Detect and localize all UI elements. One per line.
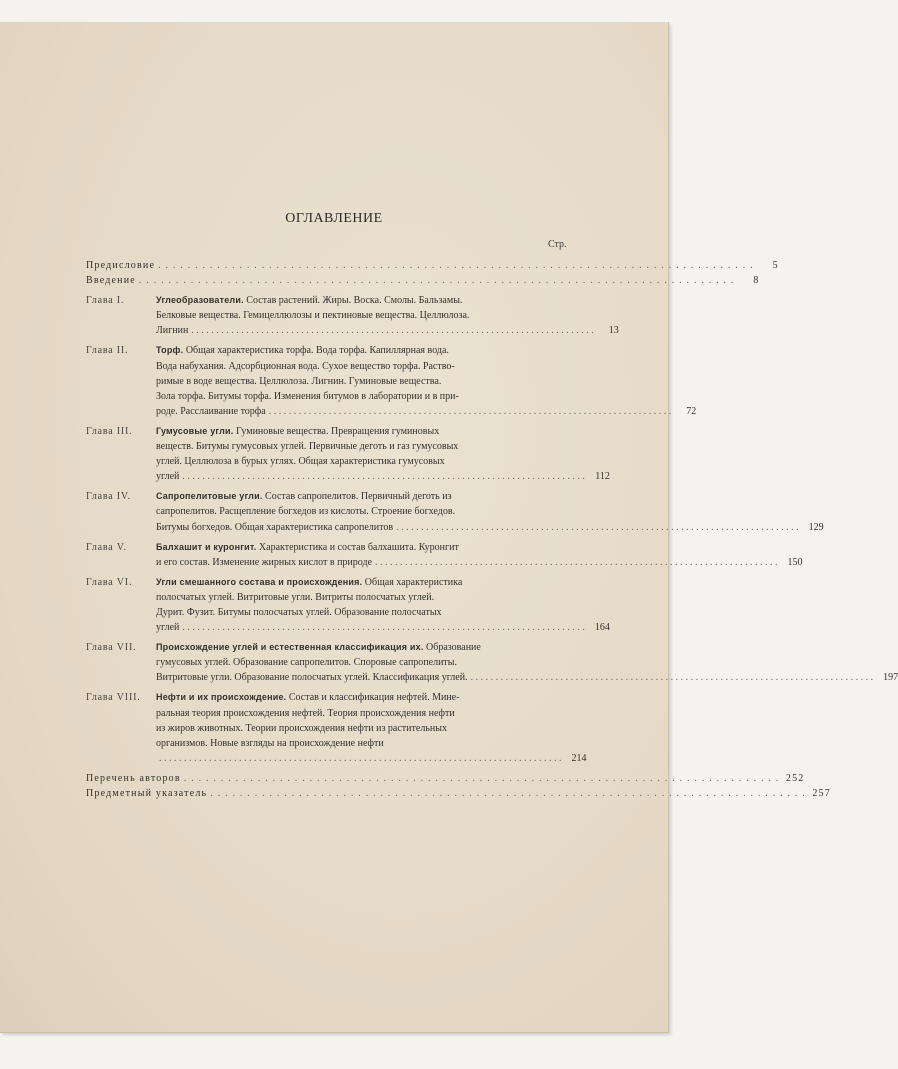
dot-leader (184, 771, 780, 786)
chapter-number: Глава I. (86, 295, 125, 307)
chapter-title: Гумусовые угли. (156, 425, 234, 436)
toc-entry (86, 273, 760, 288)
dot-leader (396, 520, 799, 535)
toc-page-number: 214 (571, 752, 587, 764)
toc-chapter-row (86, 540, 803, 570)
chapter-text-line: Гумусовые угли. Гуминовые вещества. Превращения гуминовых (156, 425, 440, 437)
toc-page-number: 8 (753, 275, 760, 287)
toc-entry (156, 670, 898, 685)
chapter-text-line: Нефти и их происхождение. Состав и классификация нефтей. Мине- (156, 692, 460, 704)
chapter-text-line: Балхашит и куронгит. Характеристика и состав балхашита. Куронгит (156, 541, 459, 553)
chapter-number: Глава IV. (86, 491, 131, 503)
toc-page-number: 112 (595, 471, 610, 483)
chapter-body (156, 293, 619, 338)
toc-entry-label: Введение (86, 275, 136, 287)
chapter-text-line: Вода набухания. Адсорбционная вода. Сухое вещество торфа. Раство- (156, 360, 455, 372)
toc-heading: ОГЛАВЛЕНИЕ (285, 211, 383, 226)
toc-entry-label: углей (156, 471, 180, 483)
chapter-body (156, 640, 898, 685)
chapter-text-line: организмов. Новые взгляды на происхождение нефти (156, 737, 384, 749)
toc-entry-label: Предисловие (86, 260, 156, 271)
table-of-contents (86, 258, 898, 801)
toc-page-number: 13 (608, 325, 619, 337)
toc-chapter-row (86, 575, 610, 635)
chapter-text-line: из жиров животных. Теории происхождения нефти из растительных (156, 722, 447, 734)
dot-leader (159, 751, 562, 766)
dot-leader (158, 258, 754, 273)
chapter-number: Глава VI. (86, 576, 133, 588)
chapter-number: Глава III. (86, 425, 133, 437)
chapter-text-line: Углеобразователи. Состав растений. Жиры. Воска. Смолы. Бальзамы. (156, 295, 463, 307)
chapter-title: Торф. (156, 345, 184, 356)
toc-page-number: 252 (785, 772, 805, 784)
toc-entry (156, 620, 610, 635)
chapter-text-line: полосчатых углей. Витритовые угли. Витриты полосчатых углей. (156, 591, 435, 603)
toc-entry-label: углей (156, 622, 180, 634)
chapter-text-line: Угли смешанного состава и происхождения. Общая характеристика (156, 576, 463, 588)
toc-chapter-row (86, 489, 824, 534)
dot-leader (210, 786, 806, 801)
toc-chapter-row (86, 690, 587, 765)
toc-entry-label: Лигнин (156, 325, 189, 337)
chapter-title: Балхашит и куронгит. (156, 541, 257, 552)
toc-page-number: 150 (787, 556, 803, 568)
toc-page-number: 129 (808, 521, 824, 533)
toc-entry (86, 786, 832, 801)
chapter-title: Происхождение углей и естественная классификация их. (156, 642, 424, 653)
chapter-body (156, 575, 610, 635)
chapter-text-line: Дурит. Фузит. Битумы полосчатых углей. Образование полосчатых (156, 606, 442, 618)
dot-leader (471, 670, 874, 685)
chapter-number: Глава VIII. (86, 692, 141, 704)
chapter-text-line: сапропелитов. Расщепление богхедов из кислоты. Строение богхедов. (156, 506, 456, 518)
toc-entry-label: и его состав. Изменение жирных кислот в природе (156, 556, 373, 568)
toc-entry (156, 323, 619, 338)
chapter-text-line: Сапропелитовые угли. Состав сапропелитов. Первичный деготь из (156, 491, 452, 503)
chapter-number: Глава II. (86, 345, 129, 357)
toc-page-number: 197 (883, 672, 898, 684)
dot-leader (269, 404, 672, 419)
chapter-text-line: гумусовых углей. Образование сапропелитов. Споровые сапропелиты. (156, 657, 458, 669)
toc-page-number: 164 (594, 622, 610, 634)
page-column-label: Стр. (548, 239, 567, 250)
toc-page-number: 257 (812, 788, 832, 799)
dot-leader (375, 555, 778, 570)
chapter-title: Угли смешанного состава и происхождения. (156, 576, 363, 587)
chapter-title: Сапропелитовые угли. (156, 491, 263, 502)
chapter-number: Глава VII. (86, 642, 137, 654)
toc-entry-label: Битумы богхедов. Общая характеристика сапропелитов (156, 521, 394, 533)
chapter-text-line: Происхождение углей и естественная классификация их. Образование (156, 642, 481, 654)
chapter-body (156, 489, 824, 534)
toc-entry (156, 469, 610, 484)
chapter-title: Нефти и их происхождение. (156, 692, 287, 703)
toc-chapter-row (86, 343, 697, 418)
dot-leader (191, 323, 594, 338)
dot-leader (182, 620, 585, 635)
toc-entry (156, 520, 824, 535)
toc-entry (156, 751, 587, 766)
toc-page-number: 5 (772, 260, 779, 271)
chapter-body (156, 424, 610, 484)
toc-entry (86, 771, 805, 786)
chapter-text-line: углей. Целлюлоза в бурых углях. Общая характеристика гумусовых (156, 456, 445, 468)
dot-leader (182, 469, 585, 484)
chapter-body (156, 690, 587, 765)
toc-entry-label: Перечень авторов (86, 772, 181, 784)
toc-entry-label: Предметный указатель (86, 788, 208, 799)
toc-chapter-row (86, 640, 898, 685)
toc-chapter-row (86, 293, 619, 338)
chapter-text-line: Белковые вещества. Гемицеллюлозы и пектиновые вещества. Целлюлоза. (156, 310, 470, 322)
chapter-text-line: Зола торфа. Битумы торфа. Изменения битумов в лаборатории и в при- (156, 390, 459, 402)
chapter-number: Глава V. (86, 541, 127, 553)
toc-entry (156, 555, 803, 570)
chapter-body (156, 343, 696, 418)
dot-leader (139, 273, 735, 288)
toc-chapter-row (86, 424, 610, 484)
chapter-text-line: римые в воде вещества. Целлюлоза. Лигнин. Гуминовые вещества. (156, 375, 442, 387)
chapter-body (156, 540, 803, 570)
toc-page-number: 72 (686, 405, 697, 417)
chapter-text-line: веществ. Битумы гумусовых углей. Первичные деготь и газ гумусовых (156, 441, 459, 453)
chapter-title: Углеобразователи. (156, 295, 244, 306)
toc-entry-label: роде. Расслаивание торфа (156, 405, 266, 417)
toc-entry-label: Витритовые угли. Образование полосчатых углей. Классификация углей. (156, 672, 468, 684)
toc-entry (156, 404, 696, 419)
chapter-text-line: Торф. Общая характеристика торфа. Вода торфа. Капиллярная вода. (156, 345, 449, 357)
toc-entry (86, 258, 779, 273)
chapter-text-line: ральная теория происхождения нефтей. Теория происхождения нефти (156, 707, 455, 719)
